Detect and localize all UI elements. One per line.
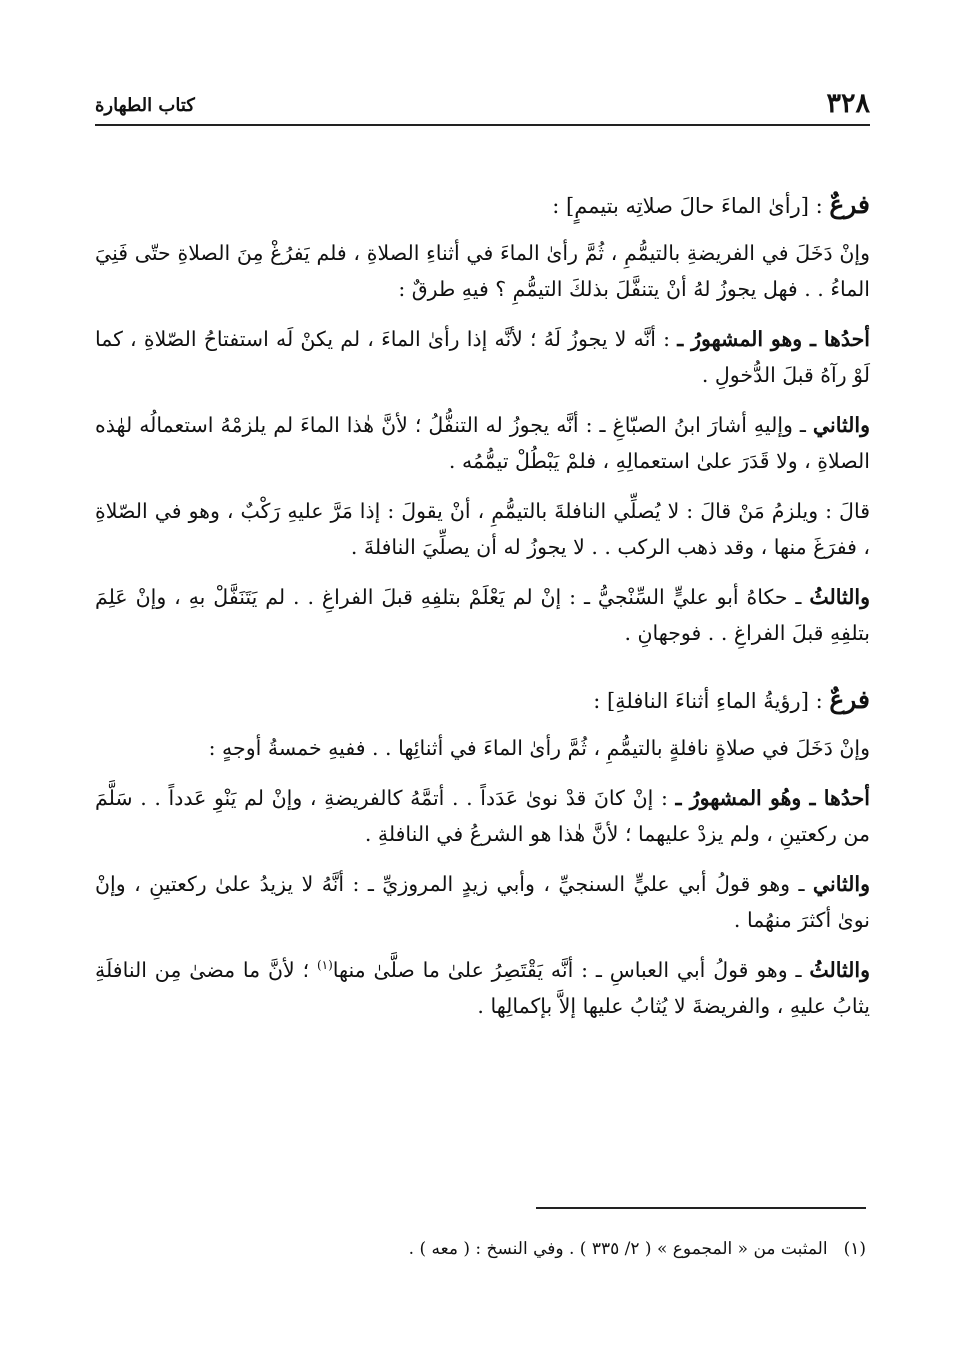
running-title: كتاب الطهارة — [95, 95, 195, 116]
paragraph — [95, 780, 870, 852]
footnote-text: المثبت من « المجموع » ( ٢/ ٣٣٥ ) . وفي النسخ : ( معه ) . — [408, 1239, 828, 1259]
footnote-divider — [536, 1207, 866, 1209]
paragraph-lead: والثاني — [812, 872, 870, 896]
paragraph — [95, 321, 870, 393]
paragraph: وإنْ دَخَلَ في صلاةٍ نافلةٍ بالتيمُّمِ ، ثُمَّ رأىٰ الماءَ في أثنائِها . . ففيهِ خمسةُ أوجهٍ : — [208, 736, 870, 760]
paragraph: وإنْ دَخَلَ في الفريضةِ بالتيمُّمِ ، ثُمَّ رأىٰ الماءَ في أثناءِ الصلاةِ ، فلم يَفرُغْ مِنَ الصلاةِ حتّى فَنِيَ الماءُ . . فهل يجوزُ لهُ أنْ يتنفَّلَ بذلكَ التيمُّمِ ؟ فيهِ طرقٌ : — [95, 241, 870, 301]
paragraph-text: : إنْ كانَ قدْ نوىٰ عَدَداً . . أتمَّهُ كالفريضةِ ، وإنْ لم يَنْوِ عَدداً . . سَلَّمَ من ركعتينِ ، ولم يزدْ عليهما ؛ لأنَّ هٰذا هو الشرعُ في النافلةِ . — [95, 786, 870, 846]
section-heading-1 — [95, 190, 870, 221]
paragraph — [95, 407, 870, 479]
paragraph-lead: والثاني — [812, 413, 870, 437]
page-header — [95, 88, 870, 126]
paragraph-text: ـ وهو قولُ أبي عليٍّ السنجيِّ ، وأبي زيدٍ المروزيِّ ـ : أنَّهُ لا يزيدُ علىٰ ركعتينِ ، وإنْ نوىٰ أكثرَ منهُما . — [95, 872, 870, 932]
paragraph-lead: والثالثُ — [809, 585, 870, 609]
page-number: ٣٢٨ — [826, 88, 870, 119]
page-body — [95, 190, 870, 1038]
section-heading-2 — [95, 685, 870, 716]
paragraph-lead: والثالثُ — [809, 958, 870, 982]
section-label: فرعٌ — [829, 685, 870, 714]
paragraph-text: ـ وهو قولُ أبي العباسِ ـ : أنَّه يَقْتَصِرُ علىٰ ما صلَّىٰ منها — [332, 958, 810, 982]
paragraph-lead: أحدُها ـ وهُو المشهورُ ـ — [675, 786, 870, 810]
footnote — [91, 1236, 866, 1262]
paragraph — [95, 579, 870, 651]
paragraph-text: ـ وإليهِ أشارَ ابنُ الصبّاغِ ـ : أنَّه يجوزُ له التنفُّلُ ؛ لأنَّ هٰذا الماءَ لم يلزمْهُ استعمالُه لهٰذه الصلاةِ ، ولا قَدَرَ علىٰ استعمالِهِ ، فلمْ يَبْطُلْ تيمُّمُه . — [95, 413, 870, 473]
paragraph-text: ؛ لأنَّ ما مضىٰ مِن النافلَةِ يثابُ عليهِ ، والفريضةَ لا يُثابُ عليها إلاَّ بإكمالِها . — [95, 958, 870, 1018]
paragraph-text: : أنَّه لا يجوزُ لَهُ ؛ لأنَّه إذا رأىٰ الماءَ ، لم يكنْ لَه استفتاحُ الصّلاةِ ، كما لَوْ رآهُ قبلَ الدُّخولِ . — [95, 327, 870, 387]
paragraph-lead: أحدُها ـ وهو المشهورُ ـ — [677, 327, 871, 351]
footnote-marker: (١) — [316, 958, 333, 973]
section-title: : [رأىٰ الماءَ حالَ صلاتِه بتيممٍ] : — [552, 194, 830, 218]
paragraph — [95, 866, 870, 938]
paragraph — [95, 952, 870, 1024]
section-title: : [رؤيةُ الماءِ أثناءَ النافلةِ] : — [593, 689, 830, 713]
section-label: فرعٌ — [829, 190, 870, 219]
footnote-number: (١) — [843, 1239, 866, 1259]
paragraph-text: ـ حكاهُ أبو عليٍّ السِّنْجيُّ ـ : إنْ لم يَعْلَمْ بتلفِهِ قبلَ الفراغِ . . لم يَتَنَفَّلْ بهِ ، وإنْ عَلِمَ بتلفِهِ قبلَ الفراغِ . . فوجهانِ . — [95, 585, 870, 645]
paragraph: قالَ : ويلزمُ مَنْ قالَ : لا يُصلِّي النافلةَ بالتيمُّمِ ، أنْ يقولَ : إذا مَرَّ عليهِ رَكْبٌ ، وهو في الصّلاةِ ، ففرَغَ منها ، وقد ذهب الركب . . لا يجوزُ له أن يصلِّيَ النافلةَ . — [95, 499, 870, 559]
